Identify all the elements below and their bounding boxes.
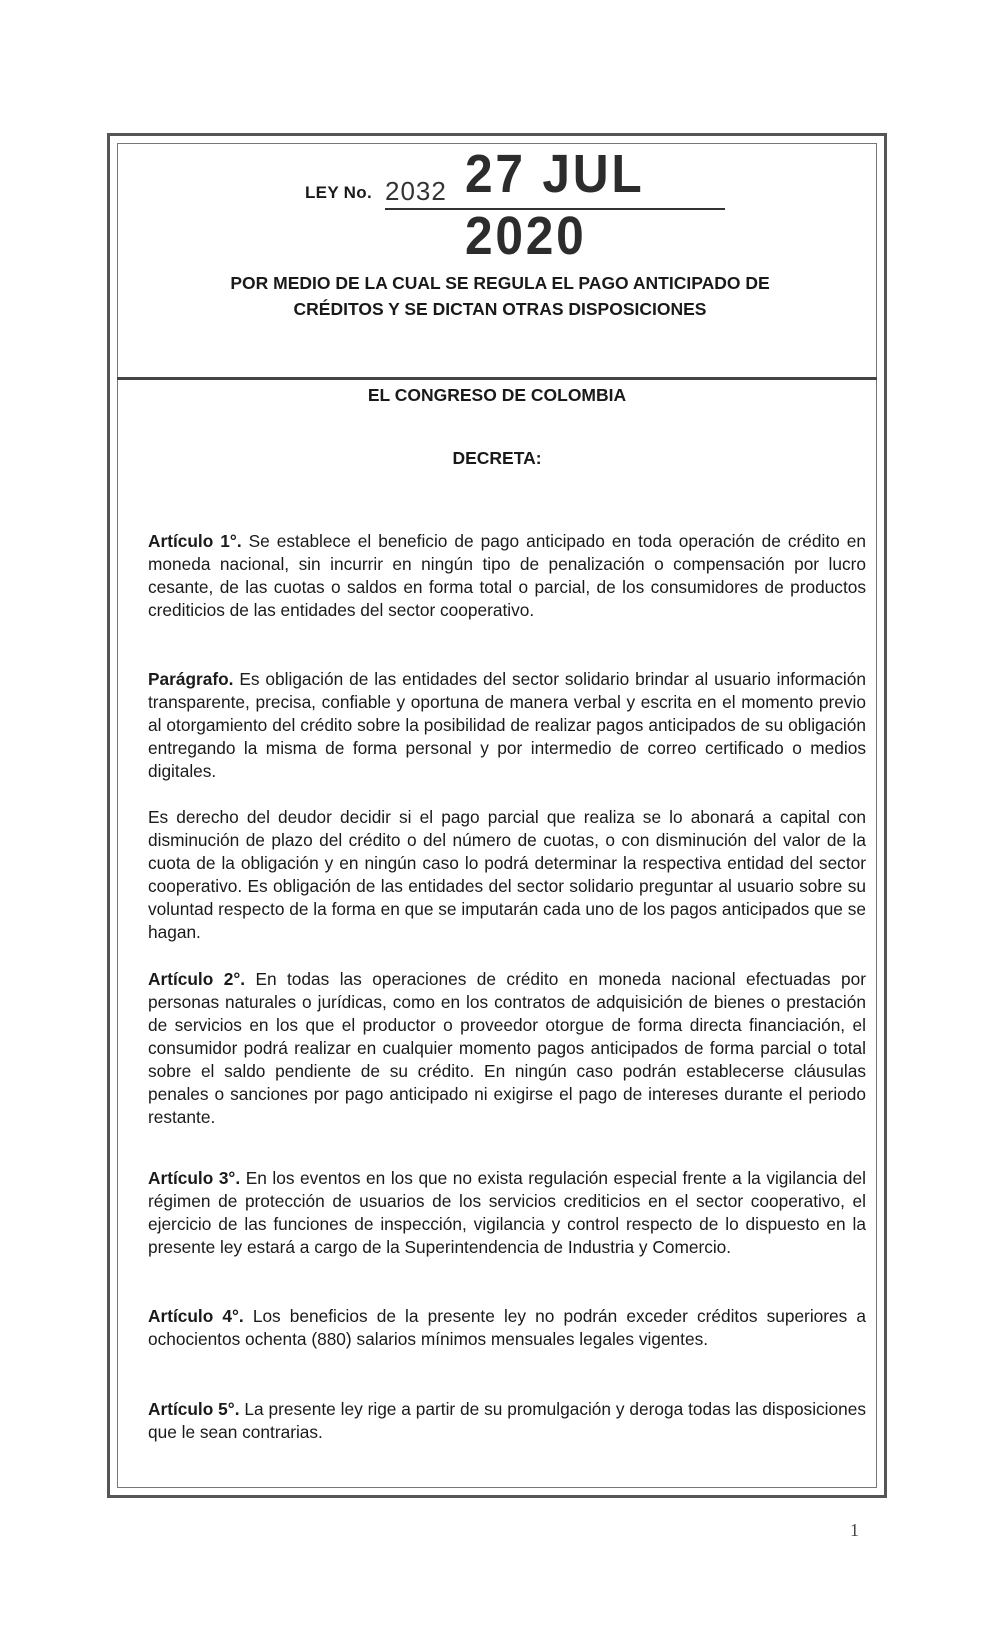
article-1-text: Se establece el beneficio de pago anticipado en toda operación de crédito en moneda nacional, sin incurrir en ningún tipo de penalización o compensación por lucro cesante, de las cuotas o saldos en forma total o parcial, de los consumidores de productos crediticios de las entidades del sector cooperativo. (148, 531, 866, 620)
article-1 (148, 530, 866, 622)
article-2-heading: Artículo 2°. (148, 969, 246, 989)
article-4-heading: Artículo 4°. (148, 1306, 244, 1326)
article-2-text: En todas las operaciones de crédito en moneda nacional efectuadas por personas naturales o jurídicas, como en los contratos de adquisición de bienes o prestación de servicios en los que el productor o proveedor otorgue de forma directa financiación, el consumidor podrá realizar en cualquier momento pagos anticipados de forma parcial o total sobre el saldo pendiente de su crédito. En ningún caso podrán establecerse cláusulas penales o sanciones por pago anticipado ni exigirse el pago de intereses durante el periodo restante. (148, 969, 866, 1127)
article-4 (148, 1305, 866, 1351)
article-4-text: Los beneficios de la presente ley no podrán exceder créditos superiores a ochocientos ochenta (880) salarios mínimos mensuales legales vigentes. (148, 1306, 866, 1349)
paragrafo (148, 668, 866, 783)
header-divider (117, 377, 877, 380)
article-2 (148, 968, 866, 1129)
article-5-heading: Artículo 5°. (148, 1399, 240, 1419)
date-stamp: 27 JUL 2020 (465, 144, 644, 266)
paragrafo-text: Es obligación de las entidades del sector solidario brindar al usuario información transparente, precisa, confiable y oportuna de manera verbal y escrita en el momento previo al otorgamiento del crédito sobre la posibilidad de realizar pagos anticipados de su obligación entregando la misma de forma personal y por intermedio de correo certificado o medios digitales. (148, 669, 866, 781)
article-3-heading: Artículo 3°. (148, 1168, 241, 1188)
article-1-heading: Artículo 1°. (148, 531, 242, 551)
law-label: LEY No. (305, 183, 372, 202)
article-3-text: En los eventos en los que no exista regulación especial frente a la vigilancia del régimen de protección de usuarios de los servicios crediticios en el sector cooperativo, el ejercicio de las funciones de inspección, vigilancia y control respecto de lo dispuesto en la presente ley estará a cargo de la Superintendencia de Industria y Comercio. (148, 1168, 866, 1257)
derecho-paragraph (148, 806, 866, 944)
article-3 (148, 1167, 866, 1259)
law-title (160, 270, 840, 322)
decreta-heading: DECRETA: (452, 448, 542, 468)
derecho-text: Es derecho del deudor decidir si el pago parcial que realiza se lo abonará a capital con disminución de plazo del crédito o del número de cuotas, o con disminución del valor de la cuota de la obligación y en ningún caso lo podrá determinar la respectiva entidad del sector cooperativo. Es obligación de las entidades del sector solidario preguntar al usuario sobre su voluntad respecto de la forma en que se imputarán cada uno de los pagos anticipados que se hagan. (148, 807, 866, 942)
law-title-line-2: CRÉDITOS Y SE DICTAN OTRAS DISPOSICIONES (293, 299, 707, 319)
page-number: 1 (850, 1520, 859, 1540)
law-number: 2032 (385, 176, 447, 206)
law-number-line (305, 143, 745, 266)
law-title-line-1: POR MEDIO DE LA CUAL SE REGULA EL PAGO ANTICIPADO DE (230, 273, 770, 293)
paragrafo-heading: Parágrafo. (148, 669, 234, 689)
article-5-text: La presente ley rige a partir de su promulgación y deroga todas las disposiciones que le sean contrarias. (148, 1399, 866, 1442)
issuer-heading: EL CONGRESO DE COLOMBIA (367, 385, 627, 405)
article-5 (148, 1398, 866, 1444)
